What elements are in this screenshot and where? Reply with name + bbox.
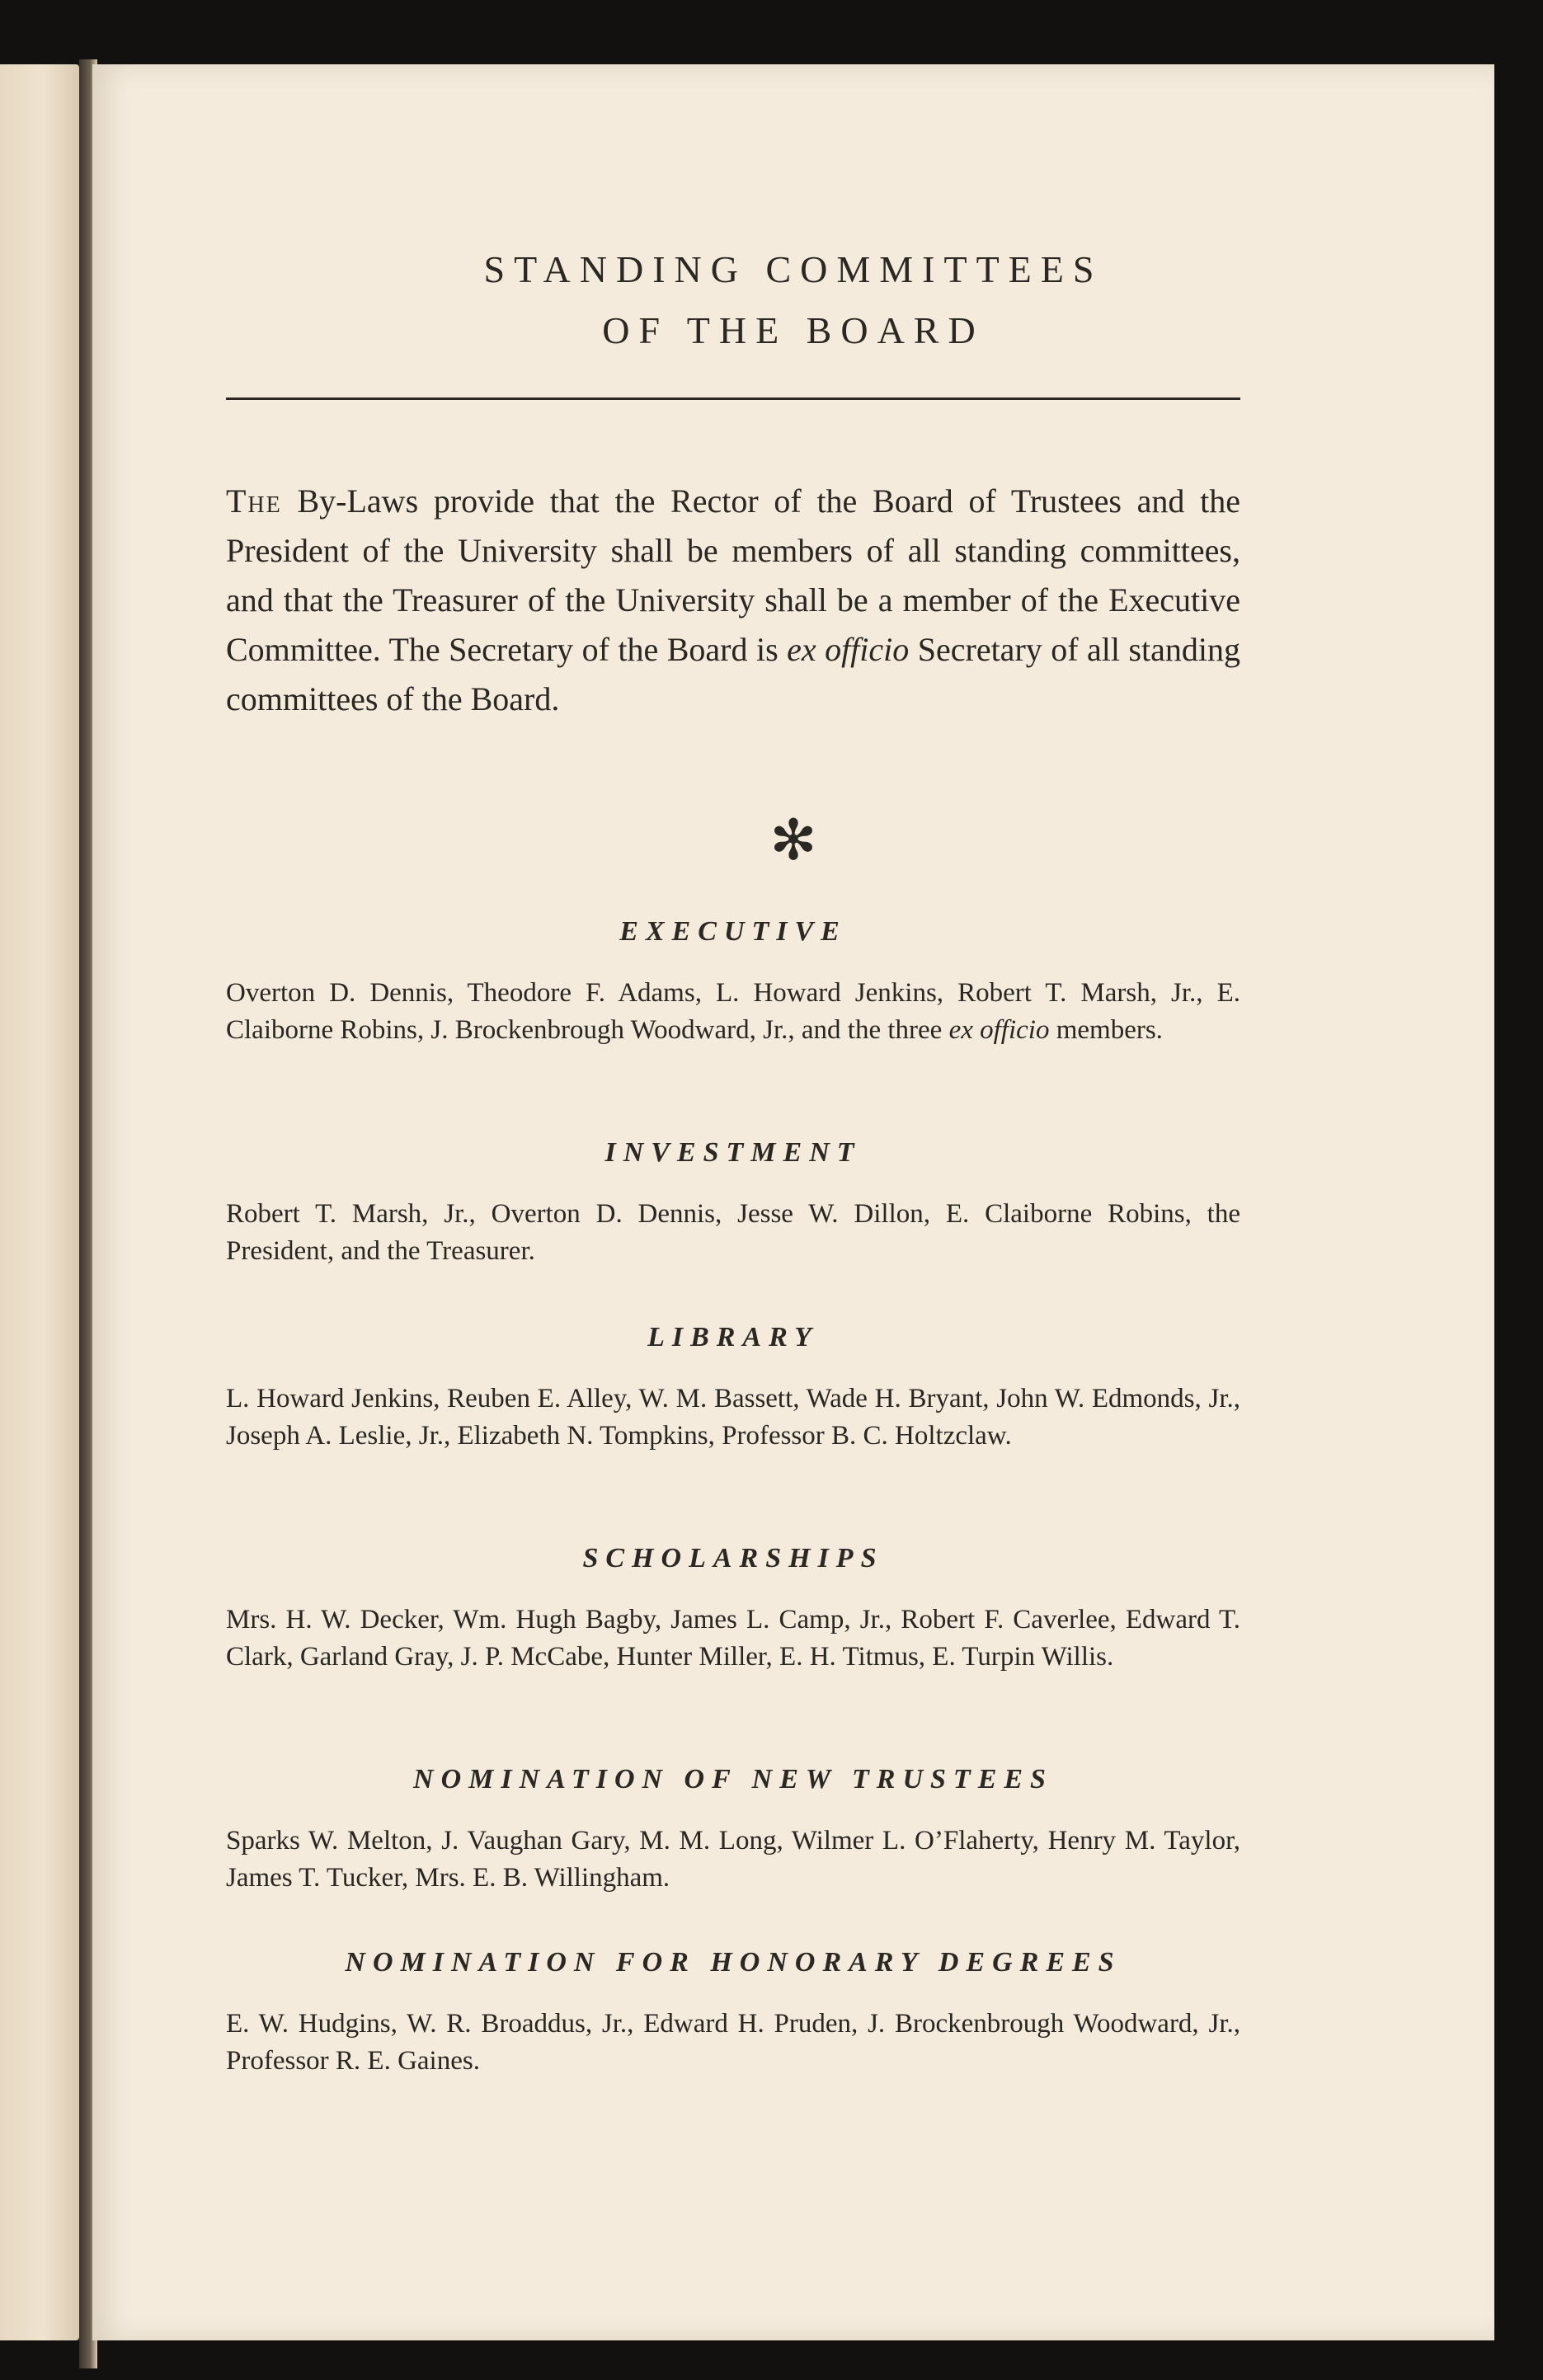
page-title-line-1: STANDING COMMITTEES — [483, 248, 1103, 290]
committee-title: LIBRARY — [647, 1322, 819, 1352]
committee-title: NOMINATION OF NEW TRUSTEES — [413, 1764, 1053, 1794]
committee-scholarships — [226, 1540, 1240, 1676]
committee-title: NOMINATION FOR HONORARY DEGREES — [345, 1947, 1122, 1978]
facing-page-edge — [0, 64, 79, 2340]
committee-members: Mrs. H. W. Decker, Wm. Hugh Bagby, James L. Camp, Jr., Robert F. Caverlee, Edward T. Clark, Garland Gray, J. P. McCabe, Hunter Miller, E. H. Titmus, E. Turpin Willis. — [226, 1605, 1240, 1672]
committee-members-text-b: members. — [1049, 1015, 1163, 1045]
committee-members: Robert T. Marsh, Jr., Overton D. Dennis, Jesse W. Dillon, E. Claiborne Robins, the President, and the Treasurer. — [226, 1199, 1240, 1266]
committee-title: INVESTMENT — [604, 1137, 862, 1168]
committee-library — [226, 1319, 1240, 1455]
intro-italic-term: ex officio — [787, 631, 910, 668]
title-rule — [226, 397, 1240, 400]
committee-members: E. W. Hudgins, W. R. Broaddus, Jr., Edward H. Pruden, J. Brockenbrough Woodward, Jr., Professor R. E. Gaines. — [226, 2009, 1240, 2076]
asterisk-ornament: ✻ — [769, 809, 817, 872]
committee-nomination-new-trustees — [226, 1761, 1240, 1897]
intro-text-a: By-Laws provide that the Rector of the Board of Trustees and the President of the University shall be members of all standing committees, and that the Treasurer of the University shall be a member of the Executive Committee. The Secretary of the Board is — [226, 482, 1240, 668]
committee-nomination-honorary-degrees — [226, 1945, 1240, 2080]
committee-members — [226, 975, 1240, 1049]
book-page — [92, 64, 1494, 2340]
committee-title: EXECUTIVE — [619, 916, 847, 947]
intro-text-b: Secretary of all standing committees of the Board. — [226, 631, 1240, 717]
committee-members-text-a: Overton D. Dennis, Theodore F. Adams, L. Howard Jenkins, Robert T. Marsh, Jr., E. Claiborne Robins, J. Brockenbrough Woodward, Jr., and the three — [226, 978, 1240, 1045]
intro-paragraph — [226, 477, 1240, 724]
page-title-line-2: OF THE BOARD — [602, 309, 985, 351]
committee-members: L. Howard Jenkins, Reuben E. Alley, W. M. Bassett, Wade H. Bryant, John W. Edmonds, Jr., Joseph A. Leslie, Jr., Elizabeth N. Tompkins, Professor B. C. Holtzclaw. — [226, 1384, 1240, 1451]
committee-executive — [226, 914, 1240, 1049]
committee-investment — [226, 1135, 1240, 1270]
committee-members: Sparks W. Melton, J. Vaughan Gary, M. M. Long, Wilmer L. O’Flaherty, Henry M. Taylor, James T. Tucker, Mrs. E. B. Willingham. — [226, 1826, 1240, 1893]
committee-title: SCHOLARSHIPS — [582, 1543, 884, 1573]
intro-lead-word: The — [226, 482, 282, 520]
committee-members-italic: ex officio — [948, 1015, 1050, 1045]
